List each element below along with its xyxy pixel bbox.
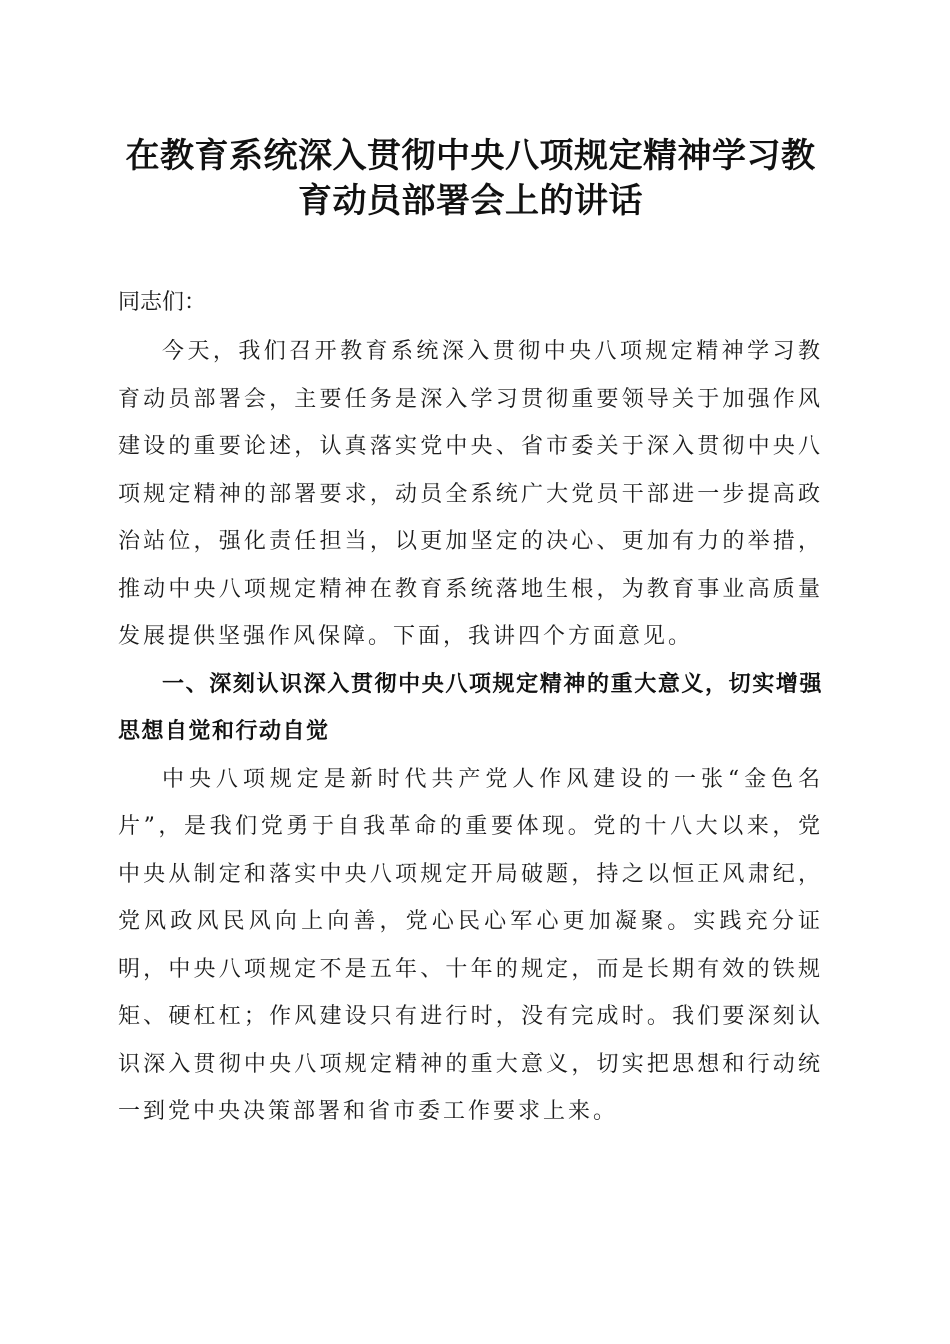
document-body	[118, 278, 823, 1136]
paragraph-section-1: 中央八项规定是新时代共产党人作风建设的一张“金色名片”，是我们党勇于自我革命的重要体现。党的十八大以来，党中央从制定和落实中央八项规定开局破题，持之以恒正风肃纪，党风政风民风向上向善，党心民心军心更加凝聚。实践充分证明，中央八项规定不是五年、十年的规定，而是长期有效的铁规矩、硬杠杠；作风建设只有进行时，没有完成时。我们要深刻认识深入贯彻中央八项规定精神的重大意义，切实把思想和行动统一到党中央决策部署和省市委工作要求上来。	[118, 766, 823, 1124]
section-heading-1: 一、深刻认识深入贯彻中央八项规定精神的重大意义，切实增强思想自觉和行动自觉	[118, 671, 823, 744]
paragraph-intro: 今天，我们召开教育系统深入贯彻中央八项规定精神学习教育动员部署会，主要任务是深入学习贯彻重要领导关于加强作风建设的重要论述，认真落实党中央、省市委关于深入贯彻中央八项规定精神的部署要求，动员全系统广大党员干部进一步提高政治站位，强化责任担当，以更加坚定的决心、更加有力的举措，推动中央八项规定精神在教育系统落地生根，为教育事业高质量发展提供坚强作风保障。下面，我讲四个方面意见。	[118, 339, 823, 649]
document-page	[118, 134, 823, 1136]
salutation: 同志们：	[118, 290, 207, 315]
document-title: 在教育系统深入贯彻中央八项规定精神学习教育动员部署会上的讲话	[125, 136, 816, 221]
